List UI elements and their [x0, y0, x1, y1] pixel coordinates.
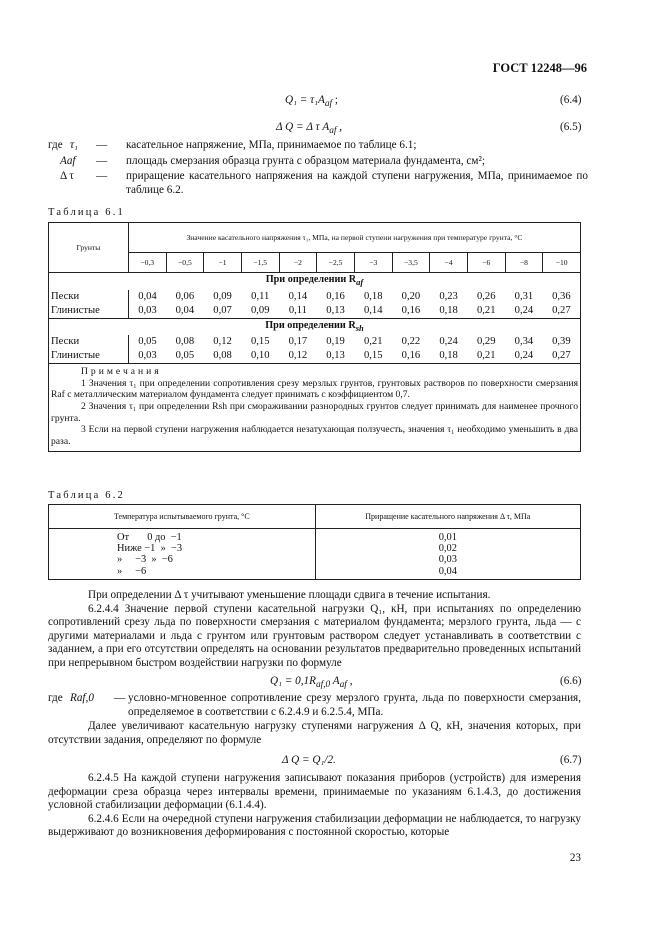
where-row: Δ τ — приращение касательного напряжения на каждой ступени нагружения, МПа, принимаемое по таблице 6.2. — [60, 170, 588, 196]
table-row — [49, 335, 581, 349]
value-cell: 0,16 — [392, 349, 430, 364]
value-cell: 0,21 — [363, 336, 383, 348]
where-row: где Raf,0 — условно-мгновенное сопротивление срезу мерзлого грунта, льда по поверхности смерзания, определяемое в соответствии с 6.2.4.9 и 6.2.5.4, МПа. — [48, 692, 581, 718]
equation-formula: Q₁ = τ₁A — [285, 94, 325, 106]
where-block — [48, 139, 588, 197]
table-notes — [49, 364, 581, 452]
t2-value: 0,01 — [438, 532, 457, 543]
value-cell: 0,04 — [138, 290, 157, 302]
temperature-header-cell: −0,5 — [166, 253, 204, 273]
value-cell: 0,18 — [430, 349, 468, 364]
value-cell: 0,15 — [250, 336, 270, 348]
table-6-1-caption: Таблица 6.1 — [48, 207, 125, 218]
value-cell: 0,11 — [251, 290, 270, 302]
value-cell: 0,11 — [279, 304, 317, 319]
value-cell: 0,19 — [326, 336, 345, 348]
value-cell: 0,12 — [213, 336, 232, 348]
equation-subscript: af — [339, 680, 347, 691]
value-cell: 0,22 — [401, 336, 421, 348]
value-cell: 0,07 — [204, 304, 242, 319]
equation-subscript: af — [324, 99, 333, 110]
temperature-header-cell: −0,3 — [128, 253, 166, 273]
section-title-subscript: af — [356, 277, 364, 288]
t2-range: От 0 до −1 — [117, 532, 182, 543]
section-title-subscript: sh — [355, 322, 364, 333]
section-title — [49, 273, 581, 290]
equation-number: (6.7) — [560, 754, 582, 766]
value-cell: 0,27 — [543, 349, 581, 364]
value-cell: 0,31 — [514, 290, 534, 302]
equation-tail: , — [336, 121, 343, 133]
value-cell: 0,04 — [166, 304, 204, 319]
t2-value: 0,03 — [438, 554, 457, 566]
value-cell: 0,15 — [354, 349, 392, 364]
note-item: 2 Значения τ₁ при определении Rsh при сморaживании разнородных грунтов следует принимать для наименее прочного грунта. — [51, 401, 578, 424]
value-cell: 0,09 — [213, 290, 232, 302]
equation-number: (6.6) — [560, 675, 582, 687]
value-cell: 0,13 — [317, 304, 355, 319]
value-cell: 0,08 — [175, 336, 195, 348]
value-cell: 0,36 — [543, 290, 581, 304]
soil-label: Глинистые — [49, 349, 129, 364]
value-cell: 0,29 — [476, 336, 496, 348]
value-cell: 0,18 — [363, 290, 383, 302]
span-header: Значение касательного напряжения τ₁, МПа, на первой ступени нагружения при температуре грунта, °С — [128, 223, 580, 253]
value-cell: 0,24 — [505, 304, 543, 319]
equation-formula: Q₁ = 0,1R — [270, 675, 316, 687]
where-row: где τ₁ — касательное напряжение, МПа, принимаемое по таблице 6.1; — [48, 139, 588, 153]
equation-number: (6.4) — [560, 94, 582, 106]
t2-range: Ниже −1 » −3 — [117, 543, 183, 555]
equation-formula: Δ Q = Δ τ A — [276, 121, 330, 133]
temperature-header-cell: −1,5 — [241, 253, 279, 273]
temperature-header-cell: −2 — [279, 253, 317, 273]
temperature-header-cell: −8 — [505, 253, 543, 273]
section-title — [49, 318, 581, 335]
value-cell: 0,39 — [543, 335, 581, 349]
t2-header-increment: Приращение касательного напряжения Δ τ, МПа — [315, 505, 580, 529]
where-symbol: Δ τ — [60, 170, 74, 183]
value-cell: 0,26 — [476, 290, 496, 302]
temperature-header-cell: −2,5 — [317, 253, 355, 273]
value-cell: 0,05 — [138, 336, 157, 348]
soil-label: Пески — [49, 290, 129, 304]
table-6-1 — [48, 222, 581, 452]
where-block-2 — [48, 692, 581, 719]
value-cell: 0,18 — [430, 304, 468, 319]
value-cell: 0,24 — [439, 336, 458, 348]
equation-formula: A — [330, 675, 340, 687]
value-cell: 0,06 — [175, 290, 195, 302]
body-text-3 — [48, 772, 581, 840]
value-cell: 0,12 — [279, 349, 317, 364]
where-symbol: Aaf — [60, 154, 76, 167]
paragraph: При определении Δ τ учитывают уменьшение площади сдвига в течение испытания. — [88, 589, 491, 601]
where-symbol: Raf,0 — [70, 692, 94, 704]
value-cell: 0,17 — [288, 336, 308, 348]
t2-value: 0,04 — [438, 565, 457, 577]
table-row — [49, 304, 581, 319]
standard-header: ГОСТ 12248—96 — [492, 61, 587, 75]
value-cell: 0,27 — [543, 304, 581, 319]
value-cell: 0,21 — [467, 304, 505, 319]
table-row — [49, 349, 581, 364]
value-cell: 0,24 — [505, 349, 543, 364]
where-text: касательное напряжение, МПа, принимаемое по таблице 6.1; — [126, 139, 417, 151]
value-cell: 0,16 — [392, 304, 430, 319]
value-cell: 0,16 — [326, 290, 345, 302]
equation-formula: Δ Q = Q₁/2. — [282, 754, 336, 766]
paragraph: 6.2.4.6 Если на очередной ступени нагружения стабилизации деформации не наблюдается, то нагрузку выдерживают до возникновения деформирования с постоянной скоростью, которые — [48, 812, 581, 839]
paragraph: Далее увеличивают касательную нагрузку ступенями нагружения Δ Q, кН, значения которых, при отсутствии задания, определяют по формуле — [48, 720, 581, 746]
section-title-text: При определении R — [265, 274, 357, 285]
equation-subscript: af — [329, 126, 337, 137]
value-cell: 0,14 — [288, 290, 308, 302]
body-text-2 — [48, 720, 581, 747]
temperature-header-cell: −3 — [354, 253, 392, 273]
page-number: 23 — [569, 852, 581, 864]
t2-header-temperature: Температура испытываемого грунта, °С — [49, 505, 316, 529]
notes-title: Примечания — [81, 366, 162, 378]
paragraph: 6.2.4.4 Значение первой ступени касательной нагрузки Q₁, кН, при испытаниях по определению сопротивлений срезу льда по поверхности смерзания с материалом фундамента; мерзлого грунта, льда — с другими материалами и льда с грунтом или грунтовым раствором следует устанавливать в соответствии с заданием, а при его отсутствии определять на основании результатов предварительно проведенных испытаний при непрерывном быстром воздействии нагрузки по формуле — [48, 602, 581, 669]
t2-values — [315, 529, 580, 580]
value-cell: 0,20 — [401, 290, 421, 302]
table-6-2-caption: Таблица 6.2 — [48, 490, 125, 501]
soil-label: Пески — [49, 335, 129, 349]
value-cell: 0,13 — [317, 349, 355, 364]
where-text: условно-мгновенное сопротивление срезу мерзлого грунта, льда по поверхности смерзания, определяемое в соответствии с 6.2.4.9 и 6.2.5.4, МПа. — [128, 692, 581, 718]
note-item: 3 Если на первой ступени нагружения наблюдается незатухающая ползучесть, значения τ₁ необходимо уменьшить в два раза. — [51, 424, 578, 447]
col-header-soils: Грунты — [49, 223, 129, 273]
where-prefix: где — [48, 139, 63, 151]
temperature-header-cell: −3,5 — [392, 253, 430, 273]
value-cell: 0,05 — [166, 349, 204, 364]
value-cell: 0,23 — [439, 290, 458, 302]
note-item: 1 Значения τ₁ при определении сопротивления срезу мерзлых грунтов, грунтовых растворов по поверхности смерзания Raf с металлическим материалом фундамента следует принимать с коэффициентом 0,7. — [51, 377, 578, 401]
temperature-header-row — [49, 253, 581, 273]
body-text — [48, 589, 581, 671]
t2-range: » −3 » −6 — [117, 554, 173, 566]
value-cell: 0,10 — [241, 349, 279, 364]
where-text: приращение касательного напряжения на каждой ступени нагружения, МПа, принимаемое по таблице 6.2. — [126, 170, 588, 196]
where-row: Aaf — площадь смерзания образца грунта с образцом материала фундамента, см²; — [48, 155, 588, 169]
value-cell: 0,14 — [354, 304, 392, 319]
table-6-2 — [48, 504, 581, 580]
where-symbol: τ₁ — [70, 139, 78, 151]
equation-tail: , — [346, 675, 353, 687]
equation-number: (6.5) — [560, 121, 582, 133]
soil-label: Глинистые — [49, 304, 129, 319]
value-cell: 0,34 — [514, 336, 534, 348]
temperature-header-cell: −6 — [467, 253, 505, 273]
value-cell: 0,03 — [128, 349, 166, 364]
equation-subscript: af,0 — [315, 680, 331, 691]
temperature-header-cell: −10 — [543, 253, 581, 273]
temperature-header-cell: −4 — [430, 253, 468, 273]
temperature-header-cell: −1 — [204, 253, 242, 273]
where-text: площадь смерзания образца грунта с образцом материала фундамента, см²; — [126, 154, 485, 167]
t2-range: » −6 — [117, 565, 147, 577]
value-cell: 0,08 — [204, 349, 242, 364]
paragraph: 6.2.4.5 На каждой ступени нагружения записывают показания приборов (устройств) для измерения деформации среза образца через интервалы времени, принимаемые по указаниям 6.1.4.3, до достижения условной стабилизации деформации (6.1.4.4). — [48, 772, 581, 812]
section-title-text: При определении R — [265, 319, 356, 331]
equation-tail: ; — [332, 94, 339, 106]
value-cell: 0,03 — [128, 304, 166, 319]
table-row — [49, 290, 581, 304]
value-cell: 0,21 — [467, 349, 505, 364]
t2-value: 0,02 — [438, 543, 457, 555]
t2-ranges — [49, 529, 316, 580]
value-cell: 0,09 — [241, 304, 279, 319]
